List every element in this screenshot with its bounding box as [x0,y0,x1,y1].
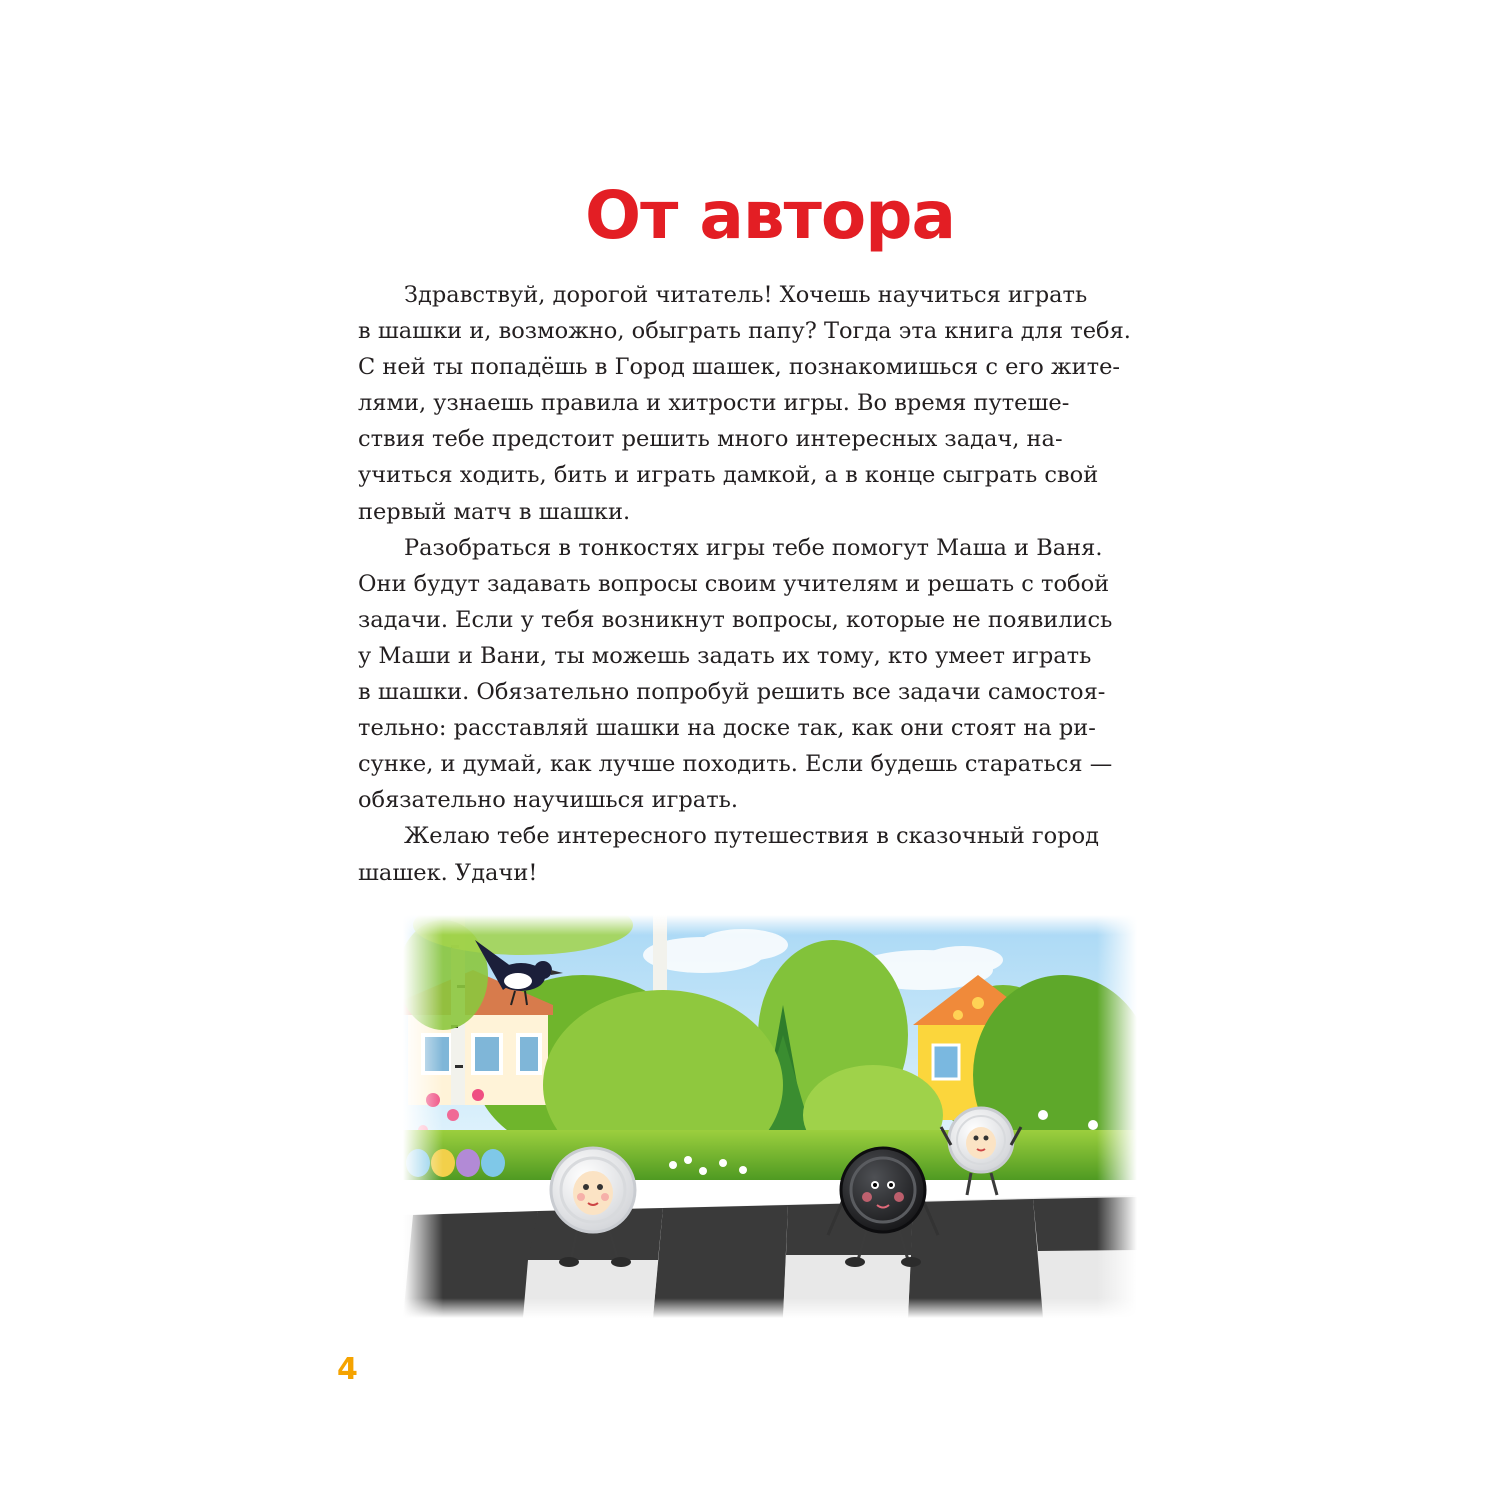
text-line: задачи. Если у тебя возникнут вопросы, которые не появились [358,606,1113,633]
grass [403,1130,1137,1180]
text-line: сунке, и думай, как лучше походить. Если будешь стараться — [358,751,1113,778]
checkers-town-illustration [403,915,1137,1318]
text-line: шашек. Удачи! [358,859,538,886]
text-line: Желаю тебе интересного путешествия в сказочный город [404,823,1099,850]
text-line: тельно: расставляй шашки на доске так, как они стоят на ри- [358,715,1096,742]
text-line: ствия тебе предстоит решить много интересных задач, на- [358,426,1063,453]
text-line: лями, узнаешь правила и хитрости игры. Во время путеше- [358,390,1070,417]
text-line: обязательно научишься играть. [358,787,739,814]
text-line: первый матч в шашки. [358,498,631,525]
body-text [358,277,1178,891]
text-line: у Маши и Вани, ты можешь задать их тому, кто умеет играть [358,642,1092,669]
text-line: С ней ты попадёшь в Город шашек, познакомишься с его жите- [358,354,1120,381]
paragraph-wishes [358,818,1178,890]
text-line: учиться ходить, бить и играть дамкой, а в конце сыграть свой [358,462,1099,489]
page-title: От автора [584,177,956,254]
text-line: Здравствуй, дорогой читатель! Хочешь научиться играть [404,282,1088,308]
paragraph-greeting [358,277,1178,530]
text-line: Разобраться в тонкостях игры тебе помогут Маша и Ваня. [404,534,1103,561]
text-line: в шашки и, возможно, обыграть папу? Тогда эта книга для тебя. [358,318,1131,345]
illustration-svg [403,915,1137,1318]
text-line: Они будут задавать вопросы своим учителям и решать с тобой [358,570,1110,597]
page-number: 4 [337,1352,358,1387]
text-line: в шашки. Обязательно попробуй решить все задачи самостоя- [358,679,1106,706]
paragraph-helpers [358,530,1178,819]
